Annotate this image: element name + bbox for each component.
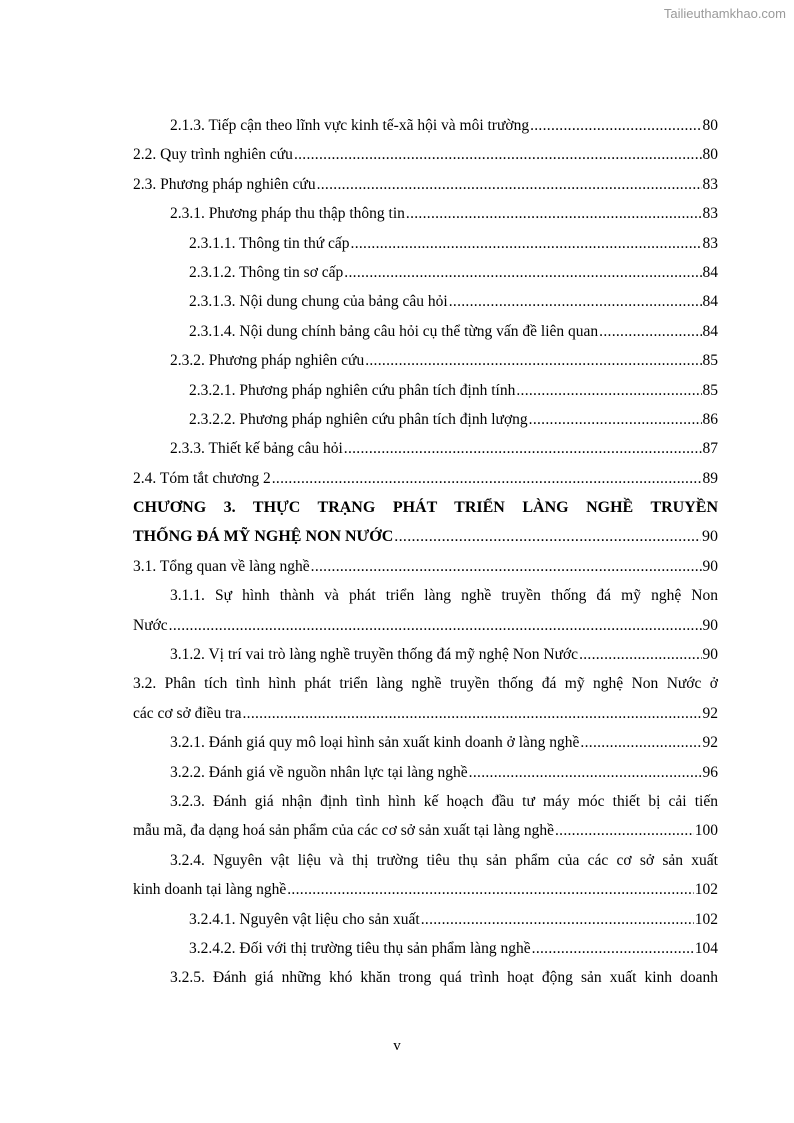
toc-entry-title: 2.3.3. Thiết kế bảng câu hỏi xyxy=(170,440,343,458)
toc-entry-page: 102 xyxy=(694,881,718,899)
toc-entry[interactable] xyxy=(133,199,718,228)
toc-entry[interactable] xyxy=(133,140,718,169)
toc-entry-page: 83 xyxy=(702,175,718,193)
toc-entry-title: 2.3.2.1. Phương pháp nghiên cứu phân tích định tính xyxy=(189,381,516,399)
toc-entry-page: 86 xyxy=(702,410,718,428)
toc-entry[interactable] xyxy=(133,816,718,845)
table-of-contents xyxy=(133,111,718,993)
toc-entry[interactable] xyxy=(133,346,718,375)
toc-entry-page: 100 xyxy=(694,822,718,840)
toc-entry-title: 2.3.1.4. Nội dung chính bảng câu hỏi cụ thể từng vấn đề liên quan xyxy=(189,322,599,340)
toc-entry[interactable] xyxy=(133,728,718,757)
toc-entry-page: 84 xyxy=(702,293,718,311)
toc-entry-title: kinh doanh tại làng nghề xyxy=(133,881,287,899)
toc-entry-page: 90 xyxy=(702,616,718,634)
toc-leader xyxy=(599,317,701,346)
toc-entry[interactable] xyxy=(133,758,718,787)
toc-entry-page: 85 xyxy=(702,381,718,399)
toc-leader xyxy=(294,140,702,169)
toc-leader xyxy=(365,346,701,375)
toc-entry[interactable] xyxy=(133,434,718,463)
toc-entry-page: 80 xyxy=(702,117,718,134)
toc-entry-line1[interactable]: 3.2.3. Đánh giá nhận định tình hình kế hoạch đầu tư máy móc thiết bị cải tiến xyxy=(170,792,718,810)
toc-entry-page: 90 xyxy=(702,557,718,575)
toc-entry-page: 84 xyxy=(702,322,718,340)
toc-entry-page: 90 xyxy=(702,646,718,664)
toc-entry-page: 89 xyxy=(702,469,718,487)
toc-leader xyxy=(351,229,702,258)
toc-entry-page: 90 xyxy=(702,528,718,546)
toc-entry[interactable] xyxy=(133,111,718,140)
toc-entry[interactable] xyxy=(133,905,718,934)
toc-entry-title: 2.2. Quy trình nghiên cứu xyxy=(133,146,293,164)
toc-entry-title: 2.3.1.3. Nội dung chung của bảng câu hỏi xyxy=(189,293,448,311)
page-number: v xyxy=(393,1038,401,1054)
toc-entry-line1[interactable]: 3.2. Phân tích tình hình phát triển làng nghề truyền thống đá mỹ nghệ Non Nước ở xyxy=(133,675,718,693)
toc-entry[interactable] xyxy=(133,229,718,258)
toc-leader xyxy=(394,522,701,551)
toc-entry-line1[interactable]: 3.1.1. Sự hình thành và phát triển làng nghề truyền thống đá mỹ nghệ Non xyxy=(170,587,718,605)
toc-entry-page: 87 xyxy=(702,440,718,458)
toc-entry-line1[interactable]: 3.2.5. Đánh giá những khó khăn trong quá trình hoạt động sản xuất kinh doanh xyxy=(170,969,718,987)
toc-leader xyxy=(344,434,702,463)
toc-entry-title: 2.3.1.2. Thông tin sơ cấp xyxy=(189,263,344,281)
toc-leader xyxy=(529,405,702,434)
toc-leader xyxy=(287,875,694,904)
toc-leader xyxy=(516,376,701,405)
toc-entry-title: 2.3. Phương pháp nghiên cứu xyxy=(133,175,316,193)
toc-entry-title: 2.4. Tóm tắt chương 2 xyxy=(133,469,271,487)
toc-entry[interactable] xyxy=(133,170,718,199)
toc-entry-title: 3.1.2. Vị trí vai trò làng nghề truyền thống đá mỹ nghệ Non Nước xyxy=(170,646,579,664)
toc-entry[interactable] xyxy=(133,522,718,551)
toc-entry-title: 3.2.4.1. Nguyên vật liệu cho sản xuất xyxy=(189,910,420,928)
toc-entry[interactable] xyxy=(133,376,718,405)
toc-entry-title: 3.2.1. Đánh giá quy mô loại hình sản xuất kinh doanh ở làng nghề xyxy=(170,734,580,752)
toc-entry-page: 104 xyxy=(694,939,718,957)
toc-entry-page: 102 xyxy=(694,910,718,928)
toc-leader xyxy=(530,111,701,140)
toc-entry[interactable] xyxy=(133,875,718,904)
toc-entry-title: các cơ sở điều tra xyxy=(133,704,242,722)
toc-entry[interactable] xyxy=(133,934,718,963)
toc-entry[interactable] xyxy=(133,287,718,316)
toc-entry-page: 96 xyxy=(702,763,718,781)
toc-entry-title: 2.3.2. Phương pháp nghiên cứu xyxy=(170,352,365,370)
toc-entry-page: 92 xyxy=(702,704,718,722)
toc-leader xyxy=(449,287,702,316)
toc-leader xyxy=(421,905,694,934)
toc-entry[interactable] xyxy=(133,317,718,346)
toc-entry-page: 84 xyxy=(702,263,718,281)
toc-entry-page: 83 xyxy=(702,205,718,223)
toc-chapter-heading-line1[interactable]: CHƯƠNG 3. THỰC TRẠNG PHÁT TRIỂN LÀNG NGHỀ TRUYỀN xyxy=(133,499,718,517)
toc-entry[interactable] xyxy=(133,405,718,434)
watermark-text: Tailieuthamkhao.com xyxy=(663,6,786,21)
toc-entry-title: 2.3.1. Phương pháp thu thập thông tin xyxy=(170,205,405,223)
toc-entry[interactable] xyxy=(133,552,718,581)
toc-entry-page: 85 xyxy=(702,352,718,370)
toc-leader xyxy=(579,640,701,669)
toc-entry-title: mẫu mã, đa dạng hoá sản phẩm của các cơ sở sản xuất tại làng nghề xyxy=(133,822,554,840)
toc-entry[interactable] xyxy=(133,699,718,728)
toc-entry-title: THỐNG ĐÁ MỸ NGHỆ NON NƯỚC xyxy=(133,528,394,546)
toc-leader xyxy=(311,552,702,581)
toc-leader xyxy=(580,728,701,757)
toc-entry-title: 3.2.4.2. Đối với thị trường tiêu thụ sản phẩm làng nghề xyxy=(189,939,531,957)
toc-leader xyxy=(272,464,702,493)
toc-leader xyxy=(344,258,701,287)
toc-leader xyxy=(169,611,702,640)
toc-leader xyxy=(406,199,702,228)
toc-entry-page: 80 xyxy=(702,146,718,164)
toc-entry-title: 2.3.1.1. Thông tin thứ cấp xyxy=(189,234,350,252)
toc-entry-page: 83 xyxy=(702,234,718,252)
toc-entry-title: 2.1.3. Tiếp cận theo lĩnh vực kinh tế-xã hội và môi trường xyxy=(170,117,530,134)
toc-leader xyxy=(532,934,694,963)
toc-leader xyxy=(317,170,702,199)
toc-leader xyxy=(555,816,694,845)
toc-entry-page: 92 xyxy=(702,734,718,752)
toc-leader xyxy=(242,699,701,728)
toc-entry-line1[interactable]: 3.2.4. Nguyên vật liệu và thị trường tiêu thụ sản phẩm của các cơ sở sản xuất xyxy=(170,851,718,869)
toc-leader xyxy=(469,758,702,787)
toc-entry[interactable] xyxy=(133,611,718,640)
toc-entry-title: Nước xyxy=(133,616,168,634)
toc-entry[interactable] xyxy=(133,464,718,493)
toc-entry-title: 3.2.2. Đánh giá về nguồn nhân lực tại làng nghề xyxy=(170,763,468,781)
toc-entry[interactable] xyxy=(133,640,718,669)
toc-entry[interactable] xyxy=(133,258,718,287)
toc-entry-title: 2.3.2.2. Phương pháp nghiên cứu phân tích định lượng xyxy=(189,410,528,428)
toc-entry-title: 3.1. Tổng quan về làng nghề xyxy=(133,557,310,575)
